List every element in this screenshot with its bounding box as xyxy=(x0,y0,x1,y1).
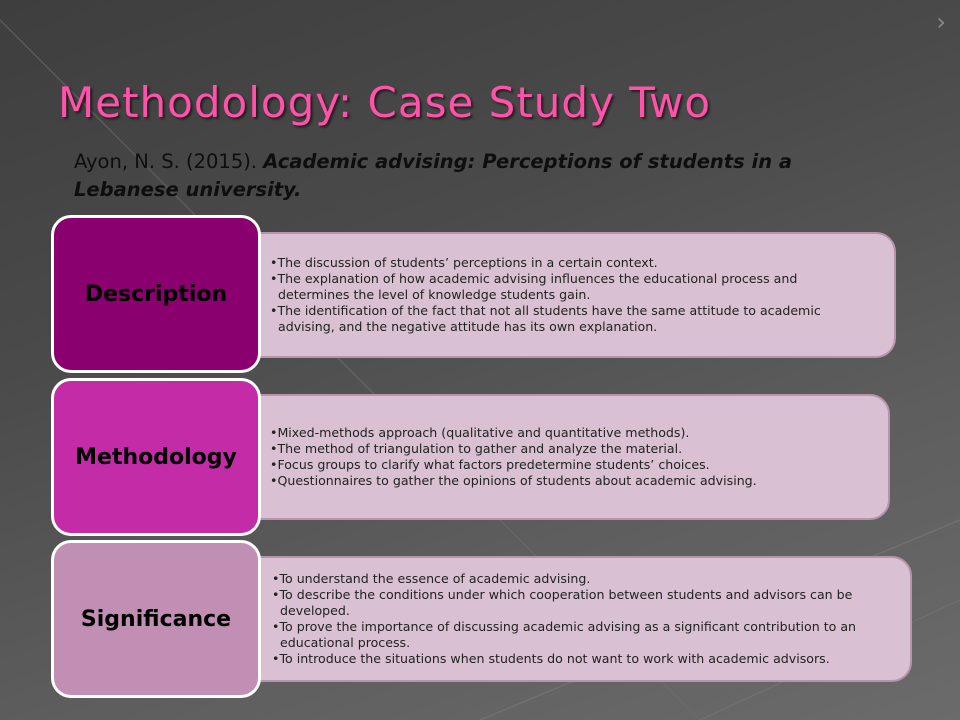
description-bullet-list xyxy=(270,255,838,335)
significance-label: Significance xyxy=(51,540,261,698)
list-item: • The explanation of how academic advising influences the educational process and determines the level of knowledge students gain. xyxy=(270,271,838,303)
chevron-right-icon: › xyxy=(936,8,946,36)
citation-end: . xyxy=(294,178,302,201)
list-item: • To describe the conditions under which cooperation between students and advisors can be developed. xyxy=(272,587,868,619)
list-item: • The discussion of students’ perceptions in a certain context. xyxy=(270,255,838,271)
list-item: • To introduce the situations when students do not want to work with academic advisors. xyxy=(272,651,868,667)
methodology-bullet-list xyxy=(270,425,832,489)
citation-work-title: Academic advising: Perceptions of students in a Lebanese university xyxy=(74,150,793,201)
list-item: • To prove the importance of discussing academic advising as a significant contribution to an educational process. xyxy=(272,619,868,651)
citation-authors: Ayon, N. S. (2015). xyxy=(74,150,258,173)
citation xyxy=(74,148,854,204)
list-item: • To understand the essence of academic advising. xyxy=(272,571,868,587)
description-detail-box xyxy=(238,232,896,358)
list-item: • The method of triangulation to gather and analyze the material. xyxy=(270,441,832,457)
significance-detail-box xyxy=(240,556,912,682)
methodology-label: Methodology xyxy=(51,378,261,536)
list-item: • The identification of the fact that not all students have the same attitude to academic advising, and the negative attitude has its own explanation. xyxy=(270,303,838,335)
slide-title: Methodology: Case Study Two xyxy=(58,78,712,127)
list-item: • Focus groups to clarify what factors predetermine students’ choices. xyxy=(270,457,832,473)
methodology-detail-box xyxy=(238,394,890,520)
list-item: • Mixed-methods approach (qualitative and quantitative methods). xyxy=(270,425,832,441)
description-label: Description xyxy=(51,215,261,373)
significance-bullet-list xyxy=(272,571,868,667)
list-item: • Questionnaires to gather the opinions of students about academic advising. xyxy=(270,473,832,489)
